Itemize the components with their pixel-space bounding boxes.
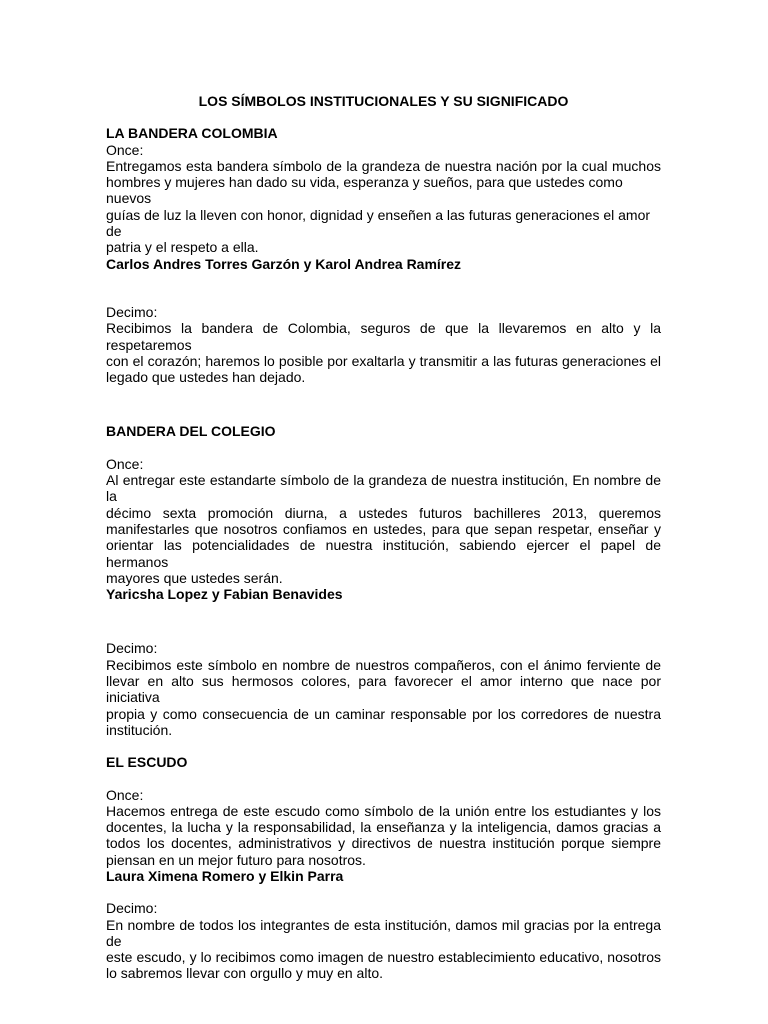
paragraph-line: Entregamos esta bandera símbolo de la grandeza de nuestra nación por la cual muchos xyxy=(106,157,661,174)
paragraph-line: patria y el respeto a ella. xyxy=(106,239,259,256)
paragraph-line: de xyxy=(106,932,122,949)
paragraph-line: Al entregar este estandarte símbolo de la grandeza de nuestra institución, En nombre de xyxy=(106,472,661,489)
once-paragraph xyxy=(106,803,661,868)
paragraph-line: docentes, la lucha y la responsabilidad, la enseñanza y la inteligencia, damos gracias a xyxy=(106,819,661,836)
once-label: Once: xyxy=(106,455,144,472)
paragraph-line: propia y como consecuencia de un caminar responsable por los corredores de nuestra xyxy=(106,705,661,722)
once-label: Once: xyxy=(106,141,144,158)
paragraph-line: Hacemos entrega de este escudo como símbolo de la unión entre los estudiantes y los xyxy=(106,802,661,819)
paragraph-line: En nombre de todos los integrantes de esta institución, damos mil gracias por la entrega xyxy=(106,916,661,933)
once-paragraph xyxy=(106,472,661,586)
paragraph-line: piensan en un mejor futuro para nosotros. xyxy=(106,851,366,868)
paragraph-line: con el corazón; haremos lo posible por exaltarla y transmitir a las futuras generaciones el xyxy=(106,352,661,369)
paragraph-line: guías de luz la lleven con honor, dignidad y enseñen a las futuras generaciones el amor xyxy=(106,206,651,223)
once-paragraph xyxy=(106,158,661,256)
paragraph-line: lo sabremos llevar con orgullo y muy en alto. xyxy=(106,965,384,982)
decimo-label: Decimo: xyxy=(106,303,158,320)
document-page xyxy=(106,93,661,982)
section-bandera-colombia xyxy=(106,125,661,385)
once-signers: Laura Ximena Romero y Elkin Parra xyxy=(106,867,344,884)
once-label: Once: xyxy=(106,786,144,803)
paragraph-line: la xyxy=(106,488,117,505)
document-title: LOS SÍMBOLOS INSTITUCIONALES Y SU SIGNIFICADO xyxy=(198,93,569,109)
section-heading: LA BANDERA COLOMBIA xyxy=(106,125,278,142)
paragraph-line: nuevos xyxy=(106,190,152,207)
paragraph-line: mayores que ustedes serán. xyxy=(106,569,283,586)
decimo-paragraph xyxy=(106,917,661,982)
paragraph-line: llevar en alto sus hermosos colores, para favorecer el amor interno que nace por iniciativa xyxy=(106,673,661,706)
once-signers: Carlos Andres Torres Garzón y Karol Andrea Ramírez xyxy=(106,255,462,272)
decimo-paragraph xyxy=(106,320,661,385)
paragraph-line: de xyxy=(106,223,122,240)
paragraph-line: institución. xyxy=(106,721,173,738)
paragraph-line: hombres y mujeres han dado su vida, esperanza y sueños, para que ustedes como xyxy=(106,174,623,191)
paragraph-line: manifestarles que nosotros confiamos en ustedes, para que sepan respetar, enseñar y xyxy=(106,520,661,537)
paragraph-line: décimo sexta promoción diurna, a ustedes futuros bachilleres 2013, queremos xyxy=(106,504,661,521)
paragraph-line: orientar las potencialidades de nuestra institución, sabiendo ejercer el papel de hermanos xyxy=(106,537,661,570)
once-signers: Yaricsha Lopez y Fabian Benavides xyxy=(106,586,343,603)
paragraph-line: todos los docentes, administrativos y directivos de nuestra institución porque siempre xyxy=(106,835,661,852)
paragraph-line: este escudo, y lo recibimos como imagen de nuestro establecimiento educativo, nosotros xyxy=(106,949,661,966)
decimo-label: Decimo: xyxy=(106,640,158,657)
decimo-label: Decimo: xyxy=(106,900,158,917)
decimo-paragraph xyxy=(106,657,661,738)
paragraph-line: respetaremos xyxy=(106,336,192,353)
paragraph-line: Recibimos este símbolo en nombre de nuestros compañeros, con el ánimo ferviente de xyxy=(106,656,661,673)
paragraph-line: legado que ustedes han dejado. xyxy=(106,369,306,386)
section-heading: EL ESCUDO xyxy=(106,754,188,771)
section-heading: BANDERA DEL COLEGIO xyxy=(106,423,276,440)
section-escudo xyxy=(106,754,661,982)
section-bandera-colegio xyxy=(106,423,661,738)
paragraph-line: Recibimos la bandera de Colombia, seguros de que la llevaremos en alto y la xyxy=(106,320,661,337)
